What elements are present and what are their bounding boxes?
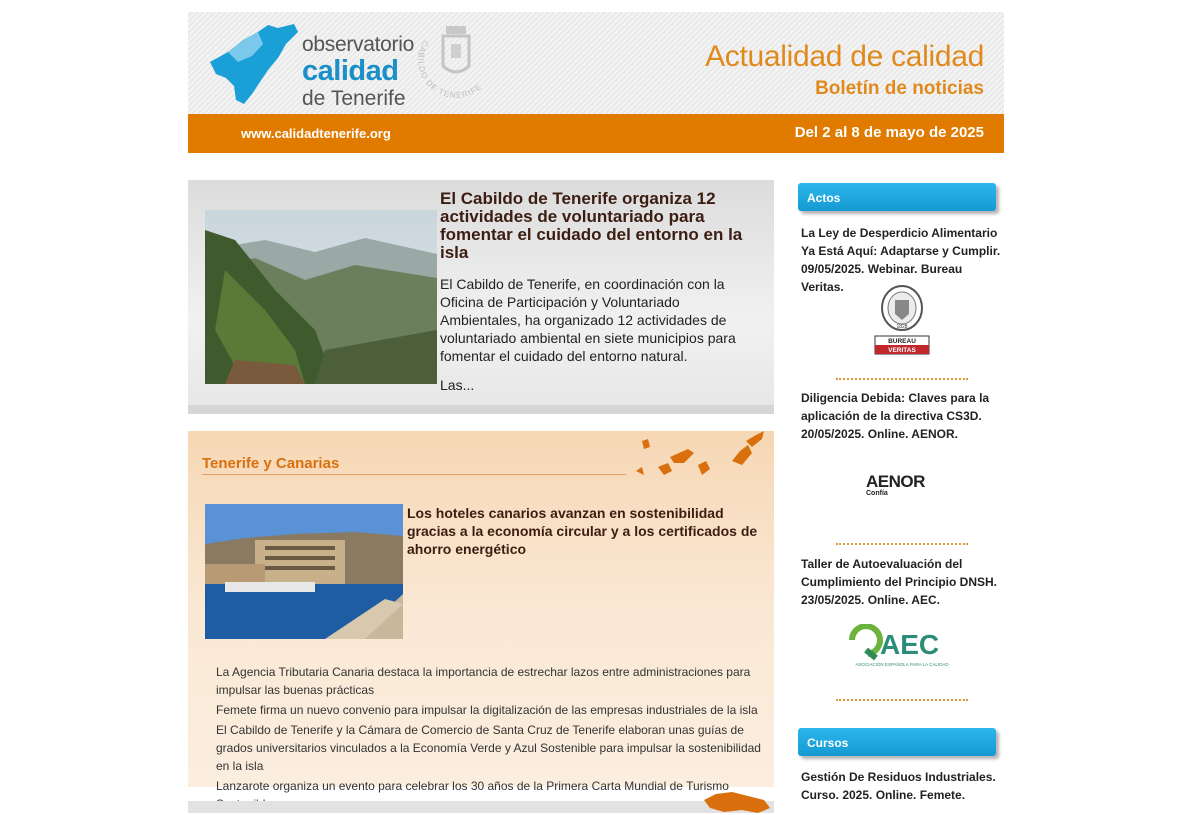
dotted-divider [836, 378, 968, 380]
news-links-list [216, 663, 766, 815]
crest-text: CABILDO DE TENERIFE [416, 38, 484, 100]
cursos-tab[interactable] [798, 728, 996, 756]
featured-article [188, 180, 774, 414]
date-range: Del 2 al 8 de mayo de 2025 [794, 124, 984, 141]
aec-logo-sub: ASOCIACIÓN ESPAÑOLA PARA LA CALIDAD [855, 662, 949, 667]
aec-logo-text: AEC [880, 629, 940, 660]
tenerife-map-logo [208, 22, 300, 106]
cursos-label: Cursos [807, 736, 849, 750]
news-link[interactable]: Lanzarote organiza un evento para celebrar los 30 años de la Primera Carta Mundial de Turismo [216, 779, 729, 793]
news-link[interactable]: La Agencia Tributaria Canaria destaca la importancia de estrechar lazos entre administraciones para impulsar las buenas prácticas [216, 665, 751, 697]
bureau-veritas-logo [873, 284, 931, 356]
featured-title[interactable]: El Cabildo de Tenerife organiza 12 actividades de voluntariado para fomentar el cuidado del entorno en la isla [440, 189, 743, 262]
tenerife-canarias-section [188, 431, 774, 793]
course-item[interactable]: Gestión De Residuos Industriales. Curso. 2025. Online. Femete. [801, 770, 996, 802]
news-link[interactable]: El Cabildo de Tenerife y la Cámara de Comercio de Santa Cruz de Tenerife elaboran unas guías de grados universitarios vinculados a la Economía Verde y Azul Sostenible para impulsar la sostenibilidad en la isla [216, 723, 761, 773]
island-icon [702, 790, 772, 813]
aec-logo [846, 624, 958, 668]
logo-line-tenerife: de Tenerife [302, 87, 406, 110]
website-link[interactable]: www.calidadtenerife.org [241, 126, 391, 141]
newsletter-subtitle: Boletín de noticias [815, 78, 984, 99]
canary-islands-icon [628, 431, 768, 479]
next-section-top [188, 801, 774, 813]
aenor-logo-sub: Confía [866, 490, 888, 497]
logo-line-calidad: calidad [302, 55, 399, 87]
featured-bottom-shade [188, 405, 774, 414]
bv-year: 1828 [896, 324, 908, 330]
section-divider [202, 474, 626, 475]
section-title: Tenerife y Canarias [202, 455, 340, 472]
event-item[interactable]: Taller de Autoevaluación del Cumplimiento del Principio DNSH. 23/05/2025. Online. AEC. [801, 557, 998, 607]
header-bar [188, 114, 1004, 153]
hotels-article-title[interactable]: Los hoteles canarios avanzan en sostenibilidad gracias a la economía circular y a los certificados de ahorro energético [407, 505, 758, 557]
actos-label: Actos [807, 191, 841, 205]
dotted-divider [836, 699, 968, 701]
news-link[interactable]: Femete firma un nuevo convenio para impulsar la digitalización de las empresas industriales de la isla [216, 703, 758, 717]
event-item[interactable]: La Ley de Desperdicio Alimentario Ya Está Aquí: Adaptarse y Cumplir. 09/05/2025. Webinar. Bureau Veritas. [801, 226, 1001, 294]
featured-body: El Cabildo de Tenerife, en coordinación con la Oficina de Participación y Voluntariado Ambientales, ha organizado 12 actividades de voluntariado ambiental en siete municipios para fomentar el cuidado del entorno natural. [440, 276, 736, 364]
logo-line-observatorio: observatorio [302, 33, 414, 56]
aenor-logo-text: AENOR [866, 472, 925, 491]
aenor-logo [866, 472, 925, 497]
read-more-link[interactable]: Las... [440, 377, 475, 393]
svg-text:VERITAS: VERITAS [888, 347, 916, 354]
event-item[interactable]: Diligencia Debida: Claves para la aplicación de la directiva CS3D. 20/05/2025. Online. AENOR. [801, 391, 990, 441]
hotels-image[interactable] [205, 504, 403, 639]
logo-text [302, 34, 414, 109]
dotted-divider [836, 543, 968, 545]
svg-text:BUREAU: BUREAU [888, 338, 916, 345]
actos-tab[interactable] [798, 183, 996, 211]
cabildo-crest-logo [416, 20, 496, 110]
newsletter-title: Actualidad de calidad [705, 40, 984, 73]
header [188, 12, 1004, 114]
featured-image[interactable] [205, 210, 437, 384]
